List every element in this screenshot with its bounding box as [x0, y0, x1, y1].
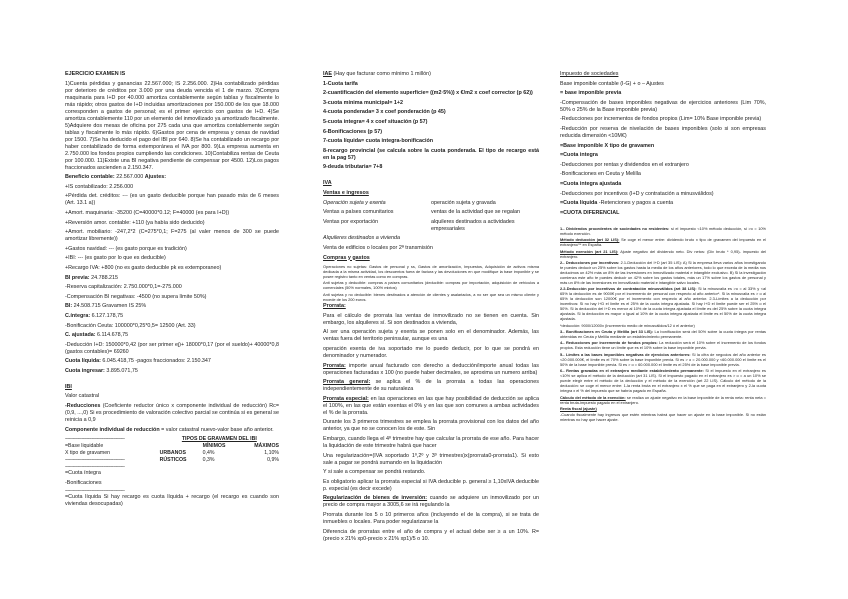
text-line: =Cuota líquida Si hay recargo es cuota líquida + recargo (el recargo es cuando son viviendas desocupadas) — [65, 494, 279, 508]
text-line: -Reducciones por incrementos de fondos propios (Lim= 10% Base imponible previa) — [560, 116, 762, 123]
line-text: 24.508.715 Gravamen IS 25% — [72, 303, 147, 310]
section-heading: EJERCICIO EXAMEN IS — [65, 71, 126, 77]
text-line — [65, 313, 279, 320]
line-text: 2.1-Deducción del I+D (art 35 LIS): A) Si la empresa lleva varios años investigando te puedes deducir un 25% sobre los gastos hasta la media de los años anteriores, todo lo que exceda de la media nos deducimos un 42% más un 8% de las inversiones en inmovilizado material e intangible exclusivo. B) Si la investigación comienza este año te puedes deducir un 42% sobre los gastos totales, más un 17% sobre los gastos de personal y más un 8% de las inversiones en inmovilizado material e intangible salvo locales. — [560, 259, 766, 285]
text-line — [65, 368, 279, 375]
section-heading: 1-Cuota tarifa — [323, 80, 358, 87]
section-heading: 6-Bonificaciones (p 57) — [323, 128, 383, 135]
text-line: Embargo, cuando llega el 4º trimestre hay que calcular la prorrata de ese año. Para hacer la liquidación de este trimestre habrá que hacer — [323, 436, 539, 450]
line-label: C.íntegra: — [65, 312, 91, 319]
text-line — [323, 396, 539, 417]
row-min: 0,4% — [202, 450, 215, 457]
section-heading: 5-cuota integra= 4 x coef situación (p 57) — [323, 118, 428, 125]
line-label: Prorrata: — [323, 362, 346, 369]
text-line: =Cuota íntegra — [65, 470, 101, 477]
section-heading: =CUOTA DIFERENCIAL — [560, 209, 620, 216]
line-label: Método exención (art 21 LIS): — [560, 248, 619, 254]
text-line: Durante los 3 primeros trimestres se emplea la prorrata provisional con los datos del año anterior, ya que no se conocen los de este. Sin — [323, 419, 539, 433]
text-line: Operaciones no sujetas: Gastos de personal y ss, Gastos de amortización, Impuestos, Adquisición de activos misma dedicada a la misma actividad, los descuentos fuera de factura y las devoluciones en que modifique la base imponible y se posee registro tanto en ventas como en compras. — [323, 264, 539, 280]
text-line: Base imponible contable (I-G) + o – Ajustes — [560, 80, 664, 87]
line-text: Ajuste negativo del dividendo neto. Div netos: (Div bruto * 0,95)- impuesto del extranjero. — [560, 248, 766, 259]
text-line: Anti sujetas y deducible: compras a países comunitarios (deducible: compras por importación, adquisición de vehículos a comerciales (50% normales, 100% mixtos) — [323, 280, 539, 291]
line-label: Renta fiscal (ajuste) — [560, 406, 597, 412]
line-label: BI previa: — [65, 274, 90, 281]
line-label: 2.- Deducciones por incentivos: — [560, 259, 620, 265]
text-line — [560, 340, 766, 350]
text-line: -Deducción I+D: 150000*0,42 (por ser primer ej)+ 18000*0,17 (por el sueldo)+ 40000*0,8 (gastos contables)= 69260 — [65, 341, 279, 355]
line-label: 6.- Rentas gravadas en el extranjero mediante establecimiento permanente: — [560, 368, 704, 374]
text-line — [560, 406, 766, 411]
line-text: La bonificación será del 50% sobre la cuota íntegra por rentas obtenidas en Ceuta y Melilla mediante un establecimiento permanente. — [560, 329, 767, 340]
text-line: ----------------------------------------------- — [65, 488, 125, 495]
text-line — [323, 71, 539, 78]
text-line — [560, 286, 766, 321]
text-line: +IS contabilizado: 2.256.000 — [65, 183, 134, 190]
text-line: Una regularización=(IVA soportado 1º,2º y 3º trimestres)x(prorrata0-prorrata1). Si esto sale a pagar se pondrá sumando en la liquidación — [323, 452, 539, 466]
line-label: C. ajustada: — [65, 332, 96, 339]
section-heading: =Base imponible X tipo de gravamen — [560, 142, 655, 149]
text-line: +Reversión amor. contable: +110 (ya había sido deducido) — [65, 219, 205, 226]
line-text: La reducción será el 10% sobre el incremento de los fondos propios. Esta reducción tiene un límite que es el 10% sobre la base imponible previa. — [560, 340, 767, 351]
text-line: *deducción: 9000/12000x (Incremento medio de minusválidos/12 ó el anterior) — [560, 322, 695, 328]
line-label: Prorrata general: — [323, 379, 371, 386]
line-label: Regularización de bienes de inversión: — [323, 495, 428, 502]
text-line — [560, 368, 766, 393]
text-line: Es obligatorio aplicar la prorrata especial si IVA deducible p. general ≥ 1,10xIVA deducible p. especial (es decir excede) — [323, 478, 539, 492]
line-label: 1.- Dividendos procedentes de sociedades no residentes: — [560, 225, 670, 231]
text-line: Diferencia de prorratas entre el año de compra y el actual debe ser ≥ a un 10%. R= (precio x 21% xp0-precio x 21% xp1)/5 o 10. — [323, 528, 539, 542]
text-line: +IBI: --- (es gasto por lo que es deducible) — [65, 255, 166, 262]
text-line — [560, 329, 766, 339]
line-text: se realiza un ajuste negativo en la base imponible de la renta neta: renta neta = renta bruta-impuesto pagado en el extranjero. — [560, 394, 766, 405]
row-max: 0,9% — [267, 457, 279, 464]
text-line: Para el cálculo de prorrata las ventas de inmovilizado no se tienen en cuenta. Sin embargo, los alquileres sí. Si son destinados a vivienda, — [323, 312, 539, 326]
text-line — [65, 275, 279, 282]
text-line: -Compensación de bases imponibles negativas de ejercicios anteriores (Lim 70%, 50% o 25% de la Base imponible previa) — [560, 99, 766, 113]
line-label: IAE — [323, 71, 332, 77]
text-line — [65, 174, 279, 181]
text-line — [560, 352, 766, 367]
line-label: Componente individual de reducción — [65, 426, 160, 433]
text-line — [560, 260, 766, 285]
pair-left: Ventas a países comunitarios — [323, 209, 394, 216]
text-line: +Amort. maquinaria: -35200 (C=40000*0.12; F=40000 (es para I+D)) — [65, 209, 230, 216]
line-label: 5.- Límites a las bases imponibles negativas de ejercicios anteriores: — [560, 351, 691, 357]
two-column-row — [323, 200, 539, 207]
line-text: 6.114.678,75 — [95, 332, 129, 339]
line-label: -Reducciones — [65, 403, 101, 410]
section-heading: IVA — [323, 180, 332, 187]
text-line: +Pérdida det. créditos: --- (es un gasto deducible porque han pasado más de 6 meses (Art. 13.1 a)) — [65, 193, 279, 207]
text-line: +Gastos navidad: --- (es gasto porque es tradición) — [65, 245, 187, 252]
two-column-row — [323, 209, 539, 216]
pair-left: Ventas por exportación — [323, 218, 379, 225]
text-line — [560, 395, 766, 405]
text-line — [323, 495, 539, 509]
text-line: -Bonificaciones en Ceuta y Melilla — [560, 171, 641, 178]
text-line — [65, 358, 279, 365]
column-right — [560, 71, 766, 424]
line-text: 22.567.000 — [114, 174, 145, 181]
text-line: Valor catastral — [65, 393, 100, 400]
text-line — [65, 403, 279, 424]
text-line — [65, 427, 279, 434]
text-line: -Reducción por reserva de nivelación de bases imponibles (solo si son empresas reducida dimensión <10M€) — [560, 125, 766, 139]
text-line: -Cuando fiscalmente hay ingresos que estén mientras habrá que hacer un ajuste en la base imponible. Si no están mientras no hay que hacer ajuste. — [560, 412, 766, 423]
text-line — [323, 363, 539, 377]
text-line: Al ser una operación sujeta y exenta se ponen solo en el denominador. Además, las ventas fuera del territorio peninsular, aunque es una — [323, 329, 539, 343]
text-line: Anti sujetas y no deducible: bienes destinados a atención de clientes y asalariados, a no ser que sea un mismo cliente y excede de los 200 euros. — [323, 291, 539, 302]
text-line: +Recargo IVA: +800 (no es gasto deducible pk es extemporaneo) — [65, 264, 222, 271]
text-line: 1)Cuenta pérdidas y ganancias 22.567.000; IS 2.256.000. 2)Ha contabilizado pérdidas por deterioro de créditos por 3.000 por una deuda vencida el 1 de marzo. 3)Compra maquinaria para I+D por 40.000 amortiza contablemente según tablas y fiscalmente lo más rápido; otros gastos de I+D incluidas amortizaciones por 150.000 de los que 18.000 corresponden a gastos de personal; es el primer ejercicio con gastos de I+D. 4)Se amortiza contablemente 110 por un elemento del inmovilizado ya amortizado fiscalmente. 5)Adquiere dos mesas de oficina por 275 cada una que amortiza contablemente según tablas y fiscalmente lo más rápido. 6)Gastos por cena de empresa y cenas de navidad por 1500. 7)Se ha deducido el pago del IBI por 640. 8)Se ha contabilizado un recargo por haber contabilizado de forma extemporánea el IVA por 800. 9)La empresa aumenta en 2.750.000 los fondos propios cumpliendo las condiciones. 10)Contabiliza rentas de Ceuta por 100.000. 11)Existe una BI negativa pendiente de compensar por 4500. 12)Los pagos fraccionados ascienden a 2.150.347. — [65, 80, 279, 171]
row-min: 0,3% — [202, 457, 215, 464]
section-heading: IBI — [65, 383, 72, 390]
row-name: RÚSTICOS — [159, 457, 187, 464]
text-line: -Bonificación Ceuta: 100000*0,25*0,5= 12500 (Art. 33) — [65, 322, 196, 329]
line-text: (Coeficiente reductor único x componente individual de reducción) Rc= (0,9, ...,0) Si es procedimiento de valoración colectivo parcial se continúa si es general se reinicia a 0,9 — [65, 403, 279, 424]
text-line: -Deducciones por rentas y dividendos en el extranjero — [560, 161, 689, 168]
text-line: -Compensación BI negativas: -4500 (no supera límite 50%) — [65, 293, 207, 300]
column-middle — [323, 71, 539, 545]
base-liquidable-label: =Base liquidable — [65, 443, 104, 450]
text-line: operación exenta de iva soportado me lo puedo deducir, por lo que se pondrá en denominador y numerador. — [323, 346, 539, 360]
line-text: = valor catastral nuevo-valor base año anterior. — [159, 426, 274, 433]
line-text: 6.127.178,75 — [90, 312, 124, 319]
col-max-header: MÁXIMOS — [254, 443, 279, 450]
line-text: -Retenciones y pagos a cuenta — [597, 200, 674, 207]
line-text: importe anual facturado con derecho a deducción/importe anual todas las operaciones facturadas x 100 (no puede haber decimales, se aproxima un numero arriba) — [323, 362, 539, 376]
text-line — [323, 379, 539, 393]
section-heading: 2-cuantificación del elemento superficie= ((m2·5%)) x €/m2 x coef corrector (p 62)) — [323, 90, 533, 97]
line-label: Cuota líquida: — [65, 358, 101, 365]
line-label: Prorrata especial: — [323, 395, 369, 402]
row-name: URBANOS — [159, 450, 186, 457]
text-line — [560, 249, 766, 259]
line-label: Cuota ingresar: — [65, 367, 105, 374]
section-heading: = base imponible previa — [560, 90, 622, 97]
text-line: Prorrata durante los 5 o 10 primeros años (incluyendo el de la compra), si se trata de inmuebles o locales. Para poder regularizarse la — [323, 511, 539, 525]
line-label: 3.- Bonificaciones en Ceuta y Melilla (art 33 LIS): — [560, 329, 654, 335]
column-left — [65, 71, 279, 511]
section-heading: Prorrata: — [323, 303, 346, 310]
line-text: Si la minusvalía es >o = al 33% y <al 65% la deducción es de 9000€ por el incremento de personal con respecto al año anterior*. Si la minusvalía es > o al 65% la deducción son 12000€ por el incremento con respecto al año anterior. 2.3-Límites a la deducción por incentivos: Si no hay I+D el límite es el 25% de la cuota íntegra ajustada. Si hay I+D el límite puede ser el 25% o el 50%. Si la deducción del I+D es menor al 10% de la cuota íntegra ajustada el límite es del 25% sobre la cuota íntegra ajustada. Si la deducción es mayor o igual al 10% de la cuota íntegra ajustada el límite es el 50% de la cuota íntegra ajustada. — [560, 286, 766, 322]
line-text: Se coge el menor entre: dividendo bruto x tipo de gravamen del impuesto en el extranjero/** en España. — [560, 237, 766, 248]
text-line: -Deducciones por incentivos (I+D y contratación a minusválidos) — [560, 190, 714, 197]
text-line: Y si sale a compensar se pondrá restando. — [323, 469, 426, 476]
pair-left: Operación sujeta y exenta — [323, 199, 386, 206]
ibi-table-title: TIPOS DE GRAVAMEN DEL IBI — [181, 436, 257, 443]
line-label: Beneficio contable: — [65, 174, 115, 181]
line-label: BI: — [65, 303, 73, 310]
line-text: Si el impuesto en el extranjero es <10% se aplica el método de la deducción (art 31 LIS). Si el impuesto pagado en el extranjero es > o = a un 10% se puede elegir entre el método de la deducción y el método de la exención (art 22 LIS). Cálculo del método de la deducción: se coge el menor entre: 1-la renta bruta en el extranjero x el % que se paga en el extranjero y 2-la cuota íntegra x el % del impuesto que se habría pagado en España. — [560, 368, 766, 394]
text-line: Venta de edificios o locales por 2ª transmisión — [323, 244, 433, 251]
text-line: Alquileres destinados a vivienda — [323, 235, 401, 242]
two-column-row — [323, 219, 539, 233]
text-line — [560, 200, 766, 207]
section-heading: 9-deuda tributaria= 7+8 — [323, 164, 383, 171]
text-line: ----------------------------------------------- — [65, 464, 125, 471]
line-text: se aplica el % de la prorrata a todas las operaciones independientemente de su naturaleza — [323, 379, 539, 393]
line-label: Método deducción (art 32 LIS): — [560, 237, 620, 243]
section-heading: Ventas e ingresos — [323, 189, 369, 196]
text-line — [560, 237, 766, 247]
text-line — [560, 226, 766, 236]
line-text: (Hay que facturar como mínimo 1 millón) — [332, 71, 431, 77]
pair-right: alquileres destinados a actividades empresariales — [431, 218, 515, 232]
line-text: 6.045.418,75 -pagos fraccionados: 2.150.347 — [100, 358, 211, 365]
section-heading: Compras y gastos — [323, 254, 370, 261]
text-line: -Reserva capitalización: 2.750.000*0,1=-275.000 — [65, 284, 182, 291]
text-line: -Bonificaciones — [65, 479, 102, 486]
line-label: 2.2-Deducción por incentivos de contratación minusválidos (art 38 LIS): — [560, 286, 697, 292]
text-line: Impuesto de sociedades — [560, 71, 619, 77]
section-heading: 4-cuota ponderada= 3 x coef ponderación (p 45) — [323, 109, 446, 116]
table-separator: ----------------------------------------------- — [65, 457, 125, 464]
tipo-gravamen-label: X tipo de gravamen — [65, 450, 110, 457]
line-text: en las operaciones en las que hay posibilidad de deducción se aplica el 100%, en las que están exentas el 0% y en las que son comunes a ambas actividades el % de la prorrata. — [323, 395, 539, 416]
section-heading: 7-cuota líquida= cuota integra-bonificación — [323, 138, 434, 145]
row-max: 1,10% — [264, 450, 279, 457]
line-label: Cálculo del método de la exención: — [560, 394, 626, 400]
line-text: 24.788.215 — [89, 274, 119, 281]
pair-right: ventas de la actividad que se regalan — [431, 209, 521, 216]
line-text: 3.895.071,75 — [104, 367, 138, 374]
text-line — [65, 303, 279, 310]
text-line — [65, 332, 279, 339]
section-heading: 3-cuota mínima municipal= 1+2 — [323, 99, 403, 106]
table-row — [65, 457, 279, 464]
section-heading: =Cuota integra ajustada — [560, 180, 622, 187]
line-label: =Cuota líquida — [560, 200, 598, 207]
ibi-tax-rate-table — [65, 436, 279, 464]
line-label: 4.- Reducciones por incremento de fondos propios: — [560, 340, 658, 346]
section-heading: =Cuota integra — [560, 152, 598, 159]
section-heading: 8-recargo provincial (se calcula sobre la cuota ponderada. El tipo de recargo está en la pag 57) — [323, 147, 539, 161]
col-min-header: MÍNIMOS — [202, 443, 226, 450]
line-text: cuando se adquiere un inmovilizado por un precio de compra mayor a 3005,6 se irá regulando la — [323, 495, 539, 509]
line-label: Ajustes: — [144, 174, 166, 181]
pair-right: operación sujeta y gravada — [431, 199, 496, 206]
table-separator: ----------------------------------------------- — [65, 436, 125, 443]
line-text: si el impuesto <10% método deducción, si >o = 10% método exención. — [560, 225, 766, 236]
text-line: +Amort. mobiliario: -247,2*2 (C=275*0,1; F=275 (al valer menos de 300 se puede amortizar libremente)) — [65, 229, 279, 243]
line-text: Si la cifra de negocios del año anterior es <20.000.000€, el límite es el 70% sobre la base imponible previa. Si es > o = 20.000.000 y <60.000.000 el límite es el 50% de la base imponible previa. Si es > o = 60.000.000 el límite es el 25% de la base imponible previa. — [560, 351, 766, 367]
